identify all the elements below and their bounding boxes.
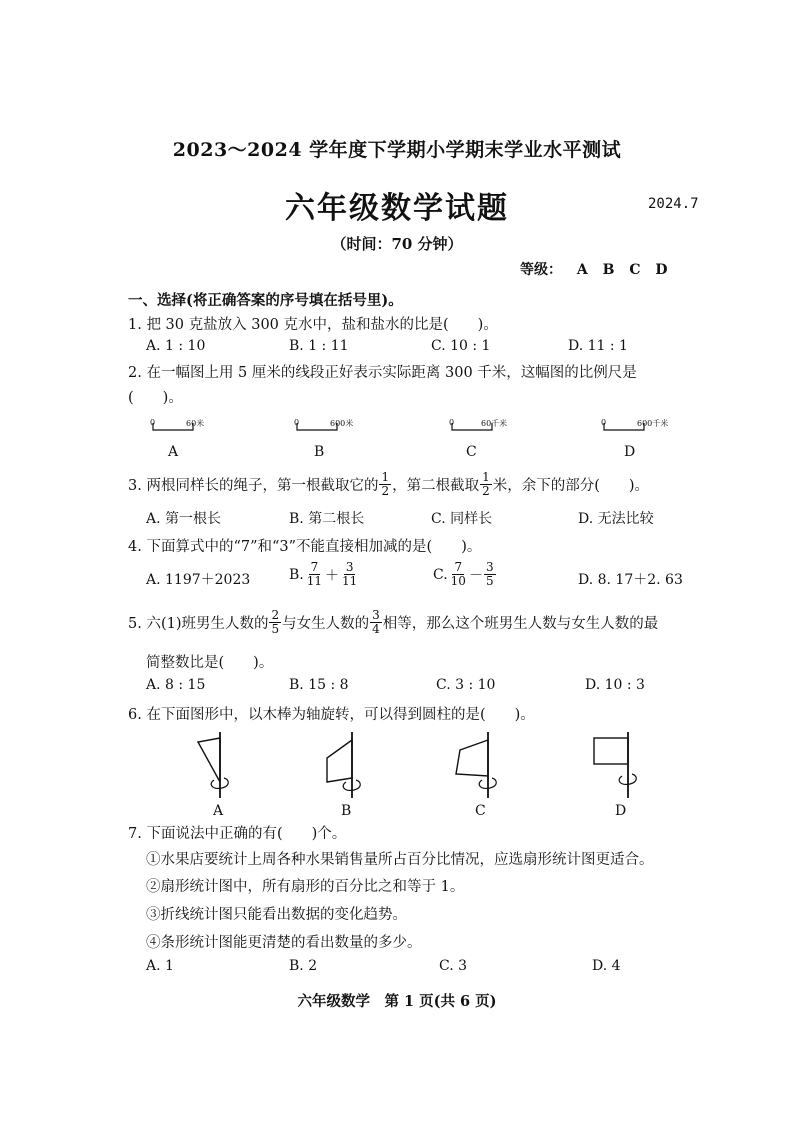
scale-d-value: 600千米 [637,419,669,428]
q5-text-3: 相等，那么这个班男生人数与女生人数的最 [382,616,659,632]
denominator: 2 [482,484,490,498]
figure-a-label: A [213,803,224,819]
numerator: 3 [345,560,354,574]
figure-b-trapezoid [315,730,375,800]
scale-b-value: 600米 [330,419,354,428]
denominator: 4 [372,622,380,636]
denominator: 10 [450,574,466,588]
grade-option: D [655,262,668,278]
q5-option-b: B. 15 : 8 [289,677,349,693]
figure-d-label: D [615,803,627,819]
numerator: 3 [372,608,380,622]
question-7: 7. 下面说法中正确的有( )个。 [128,826,347,842]
q7-statement-4: ④条形统计图能更清楚的看出数量的多少。 [146,935,422,951]
figure-d-rectangle [588,730,658,800]
question-5-cont: 简整数比是( )。 [146,655,274,671]
numerator: 3 [485,560,494,574]
question-1: 1. 把 30 克盐放入 300 克水中，盐和盐水的比是( )。 [128,317,498,333]
grade-option: A [576,262,588,278]
paper-title: 六年级数学试题 [285,191,509,226]
q5-option-c: C. 3 : 10 [436,677,496,693]
scale-c-label: C [466,444,477,460]
q5-fraction-2 [370,609,382,636]
q3-option-a: A. 第一根长 [146,511,222,527]
question-5 [128,609,658,636]
question-2-cont: ( )。 [128,390,183,406]
q5-option-a: A. 8 : 15 [146,677,206,693]
grade-option: C [629,262,641,278]
section-title: 一、选择(将正确答案的序号填在括号里)。 [128,292,403,309]
scale-a-zero: 0 [150,418,156,427]
denominator: 2 [381,484,390,498]
scale-d-label: D [624,444,636,460]
figure-b-label: B [341,803,352,819]
page-footer: 六年级数学 第 1 页(共 6 页) [297,993,497,1010]
denominator: 11 [342,574,358,588]
question-6: 6. 在下面图形中，以木棒为轴旋转，可以得到圆柱的是( )。 [128,707,535,723]
scale-c-zero: 0 [449,418,455,427]
question-4: 4. 下面算式中的“7”和“3”不能直接相加减的是( )。 [128,539,482,555]
figure-c-label: C [475,803,486,819]
scale-b-label: B [314,444,325,460]
denominator: 5 [485,574,494,588]
numerator: 1 [381,470,390,484]
q3-text-1: 3. 两根同样长的绳子，第一根截取它的 [128,478,379,494]
q7-option-a: A. 1 [146,958,174,974]
q5-text-1: 5. 六(1)班男生人数的 [128,616,269,632]
q1-option-a: A. 1 : 10 [146,338,206,354]
q7-statement-3: ③折线统计图只能看出数据的变化趋势。 [146,907,407,923]
q3-option-d: D. 无法比较 [578,511,654,527]
fraction [305,561,324,588]
q7-statement-2: ②扇形统计图中，所有扇形的百分比之和等于 1。 [146,879,465,895]
numerator: 7 [310,560,319,574]
numerator: 2 [271,608,280,622]
operator: ＋ [325,567,340,584]
option-letter: B. [289,566,304,583]
fraction [484,561,496,588]
scale-d-zero: 0 [601,418,607,427]
q5-text-2: 与女生人数的 [282,616,370,632]
q7-statement-1: ①水果店要统计上周各种水果销售量所占百分比情况，应选扇形统计图更适合。 [146,852,654,868]
q3-text-3: 米，余下的部分( )。 [492,478,650,494]
fraction [449,561,468,588]
question-2: 2. 在一幅图上用 5 厘米的线段正好表示实际距离 300 千米，这幅图的比例尺是 [128,365,637,381]
q3-text-2: ，第二根截取 [392,478,480,494]
figure-c-trapezoid [446,730,511,800]
q4-option-a: A. 1197＋2023 [146,572,251,588]
q4-option-c [433,561,497,588]
numerator: 1 [482,470,490,484]
question-3 [128,471,649,498]
q5-fraction-1 [269,609,281,636]
scale-b-zero: 0 [294,418,300,427]
operator: － [468,567,483,584]
q1-option-c: C. 10 : 1 [431,338,491,354]
q3-option-b: B. 第二根长 [289,511,365,527]
time-note: （时间：70 分钟） [331,235,463,253]
q4-option-d: D. 8. 17＋2. 63 [578,572,683,588]
q3-fraction-1 [379,471,391,498]
q5-option-d: D. 10 : 3 [585,677,645,693]
option-letter: C. [433,566,448,583]
q1-option-d: D. 11 : 1 [568,338,628,354]
q1-option-b: B. 1 : 11 [289,338,349,354]
numerator: 7 [454,560,463,574]
denominator: 5 [271,622,280,636]
exam-title: 2023～2024 学年度下学期小学期末学业水平测试 [172,139,622,161]
grade-label: 等级： [520,262,562,278]
q3-option-c: C. 同样长 [431,511,493,527]
grade-row [520,259,668,279]
figure-a-triangle [190,730,250,800]
q7-option-c: C. 3 [439,958,468,974]
scale-a-value: 60米 [186,419,205,428]
q7-option-d: D. 4 [592,958,621,974]
scale-a-label: A [168,444,179,460]
q3-fraction-2 [480,471,492,498]
exam-date: 2024.7 [648,196,699,212]
grade-option: B [602,262,615,278]
denominator: 11 [306,574,323,588]
fraction [340,561,359,588]
q7-option-b: B. 2 [289,958,318,974]
scale-c-value: 60千米 [481,419,508,428]
q4-option-b [289,561,360,588]
